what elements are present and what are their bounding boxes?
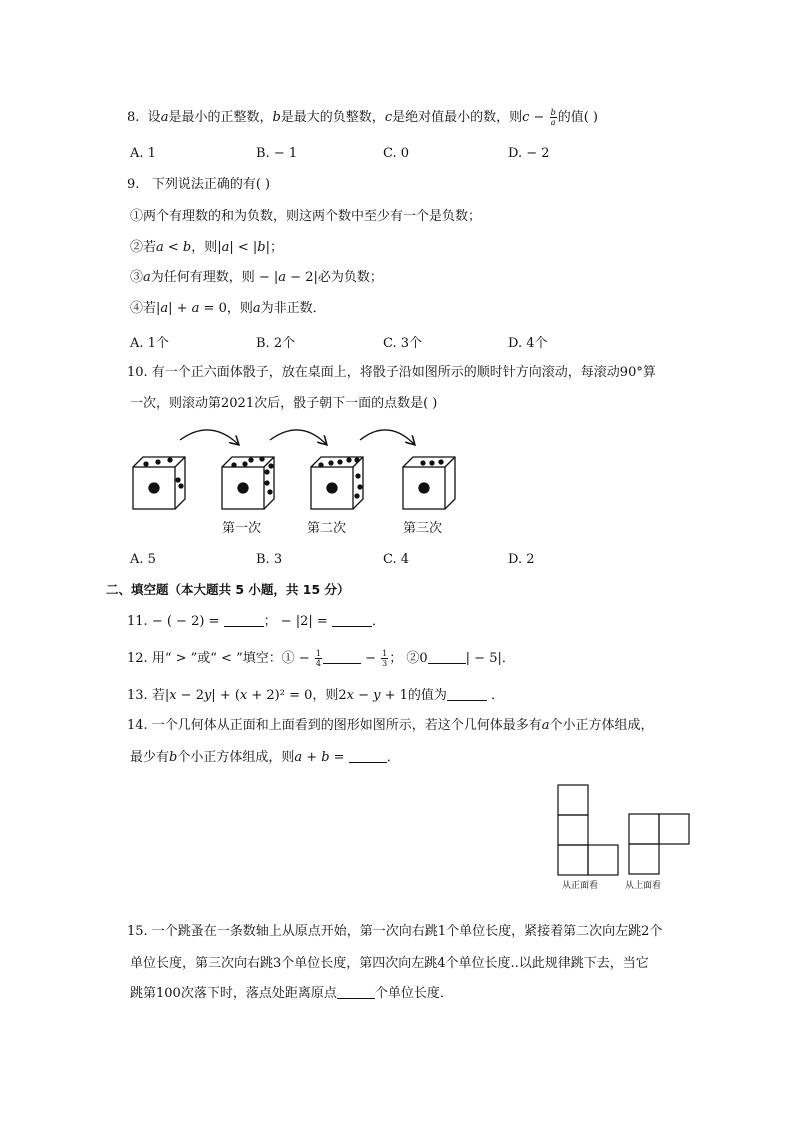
die-roll-1 (222, 457, 274, 509)
q9-item-4: ④若|𝑎| + 𝑎 = 0，则𝑎为非正数． (130, 301, 326, 316)
q12-fraction-1-numerator: 1 (315, 649, 321, 658)
dice-caption-3: 第三次 (403, 521, 443, 536)
q11-part-1: − ( − 2) = (147, 614, 224, 629)
q9-number: 9. (127, 177, 140, 192)
q15-stem-line-1: 15. 一个跳蚤在一条数轴上从原点开始，第一次向右跳1个单位长度，紧接着第二次向左跳2个 (127, 924, 663, 939)
q12-fraction-2-numerator: 1 (382, 649, 388, 658)
q8-text-3: 是最大的负整数， (280, 110, 385, 125)
q12 (127, 649, 515, 669)
q9-item-3: ③𝑎为任何有理数，则 − |𝑎 − 2|必为负数； (130, 270, 383, 285)
q9-option-a: A. 1个 (130, 336, 169, 351)
roll-arrow-2 (270, 430, 326, 444)
dice-caption-1: 第一次 (222, 521, 262, 536)
die-roll-2 (311, 457, 363, 509)
q15-part-1: 跳第100次落下时，落点处距离原点 (130, 986, 337, 1001)
q14-stem-line-1: 14. 一个几何体从正面和上面看到的图形如图所示，若这个几何体最多有𝑎个小正方体组成， (127, 718, 654, 733)
q11-part-3: ． (371, 614, 385, 629)
q15-part-2: 个单位长度． (374, 986, 453, 1001)
q10-option-a: A. 5 (130, 552, 156, 567)
q8-fraction-numerator: b (550, 108, 556, 117)
q12-part-4: | − 5|． (465, 651, 515, 666)
die-start (133, 457, 185, 509)
q10-option-d: D. 2 (508, 552, 535, 567)
q8-number: 8. (127, 110, 140, 125)
q10-option-c: C. 4 (383, 552, 410, 567)
q8-fraction-denominator: a (550, 118, 556, 127)
q12-fraction-2 (381, 649, 388, 668)
q12-number: 12. (127, 651, 148, 666)
q8-text-1: 设 (147, 110, 161, 125)
die-roll-3 (403, 457, 455, 509)
q15-stem-line-3 (130, 984, 453, 1004)
q8-text-2: 是最小的正整数， (168, 110, 273, 125)
q14-blank[interactable] (349, 748, 387, 763)
q12-blank-1[interactable] (323, 649, 361, 664)
front-view-caption: 从正面看 (562, 881, 599, 891)
q13-number: 13. (127, 688, 148, 703)
q8-fraction (550, 108, 557, 127)
dice-caption-2: 第二次 (307, 521, 347, 536)
q8-option-d: D. − 2 (508, 146, 550, 161)
q9-option-b: B. 2个 (256, 336, 296, 351)
q11-blank-2[interactable] (332, 612, 372, 627)
q12-fraction-1 (315, 649, 322, 668)
q8-option-b: B. − 1 (256, 146, 298, 161)
roll-arrow-1 (180, 430, 238, 444)
q14-part-1: 最少有𝑏个小正方体组成，则𝑎 + 𝑏 = (130, 750, 349, 765)
front-view (558, 785, 618, 875)
q8-text-5: 的值( ) (557, 110, 598, 125)
q9-option-c: C. 3个 (383, 336, 423, 351)
q15-blank[interactable] (337, 984, 375, 999)
q12-blank-2[interactable] (428, 649, 466, 664)
q11-part-2: ； − |2| = (263, 614, 332, 629)
roll-arrow-3 (360, 430, 414, 444)
q8-stem (127, 108, 598, 128)
q9-stem (127, 175, 270, 195)
q8-var-c: c (384, 110, 393, 125)
q8-option-a: A. 1 (130, 146, 156, 161)
q11-number: 11. (127, 614, 148, 629)
q8-var-a: a (160, 110, 169, 125)
q8-expr-c: c (522, 110, 530, 125)
q13-part-2: ． (486, 688, 505, 703)
q13 (127, 686, 504, 706)
q9-stem-text: 下列说法正确的有( ) (151, 177, 271, 192)
q10-option-b: B. 3 (256, 552, 283, 567)
q11 (127, 612, 385, 632)
q11-blank-1[interactable] (224, 612, 264, 627)
q9-item-1: ①两个有理数的和为负数，则这两个数中至少有一个是负数； (130, 209, 482, 224)
q10-stem-line-2: 一次，则滚动第2021次后，骰子朝下一面的点数是( ) (130, 396, 438, 411)
q9-item-2: ②若𝑎 < 𝑏，则|𝑎| < |𝑏|； (130, 240, 283, 255)
q12-fraction-1-denominator: 4 (315, 659, 321, 668)
q15-stem-line-2: 单位长度，第三次向右跳3个单位长度，第四次向左跳4个单位长度..以此规律跳下去，当它 (130, 956, 649, 971)
q14-part-2: ． (386, 750, 400, 765)
q8-text-4: 是绝对值最小的数，则 (392, 110, 523, 125)
q10-stem-line-1: 10. 有一个正六面体骰子，放在桌面上，将骰子沿如图所示的顺时针方向滚动，每滚动90°算 (127, 365, 656, 380)
q12-part-1: 用“ > ”或“ < ”填空：① − (151, 651, 314, 666)
q12-fraction-2-denominator: 3 (382, 659, 388, 668)
q8-option-c: C. 0 (383, 146, 410, 161)
q13-blank[interactable] (447, 686, 487, 701)
dice-roll-figure (0, 420, 794, 540)
q12-part-3: ； ②0 (389, 651, 428, 666)
section-2-title: 二、填空题（本大题共 5 小题，共 15 分） (106, 582, 350, 597)
q12-part-2: − (360, 651, 381, 666)
top-view (629, 814, 689, 874)
top-view-caption: 从上面看 (625, 881, 662, 891)
views-figure (550, 780, 710, 900)
q9-option-d: D. 4个 (508, 336, 548, 351)
q14-stem-line-2 (130, 748, 400, 768)
q13-part-1: 若|𝑥 − 2𝑦| + (𝑥 + 2)² = 0，则2𝑥 − 𝑦 + 1的值为 (151, 688, 447, 703)
q8-var-b: b (272, 110, 281, 125)
q8-minus: − (529, 110, 549, 125)
